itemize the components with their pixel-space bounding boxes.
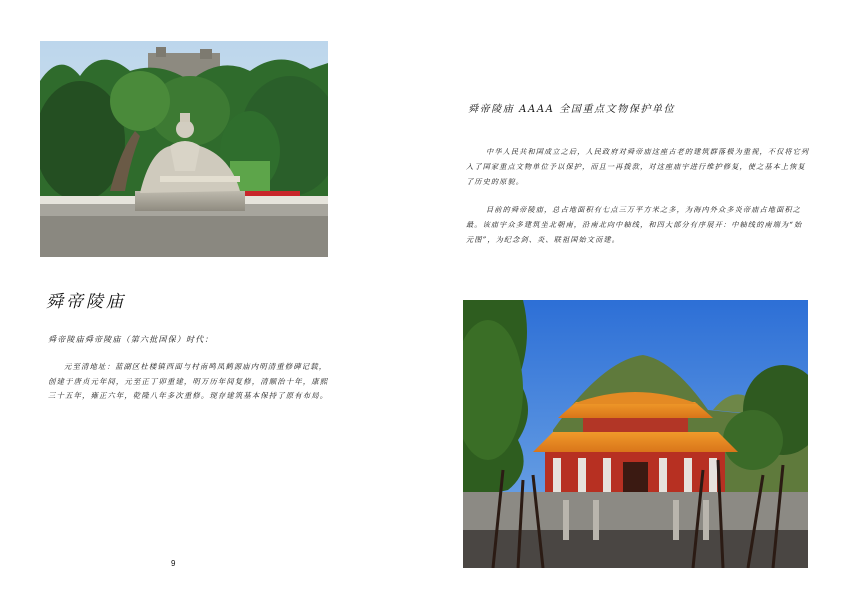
right-page-title: 舜帝陵庙 AAAA 全国重点文物保护单位 <box>468 104 676 115</box>
page-number: 9 <box>171 559 176 568</box>
section-heading: 舜帝陵庙舜帝陵庙（第六批国保）时代： <box>48 335 214 344</box>
left-body-text <box>48 360 332 404</box>
page-title: 舜帝陵庙 <box>46 292 126 312</box>
statue-photo <box>40 41 328 257</box>
right-body-text <box>466 145 810 262</box>
temple-photo <box>463 300 808 568</box>
left-paragraph: 元至清地址：蓝湖区杜楼镇西面与村南鸣凤鹤源庙内明清重修碑记载，创建于唐贞元年间，元至正丁卯重建，明万历年间复修，清顺治十年，康熙三十五年，雍正六年，乾隆八年多次重修。现存建筑基本保持了原有布局。 <box>48 362 329 400</box>
right-paragraph-1: 中华人民共和国成立之后，人民政府对舜帝庙这座古老的建筑群落极为重视，不仅将它列入了国家重点文物单位予以保护，而且一再拨款，对这座庙宇进行维护修复，使之基本上恢复了历史的原貌。 <box>466 147 810 186</box>
right-paragraph-2: 目前的舜帝陵庙，总占地面积有七点三万平方米之多，为海内外众多炎帝庙占地面积之最。该庙宇众多建筑坐北朝南，沿南北向中轴线，和四大部分有序展开：中轴线的南端为“始元图”，为纪念剑、炎、联祖国始文而建。 <box>466 205 803 244</box>
